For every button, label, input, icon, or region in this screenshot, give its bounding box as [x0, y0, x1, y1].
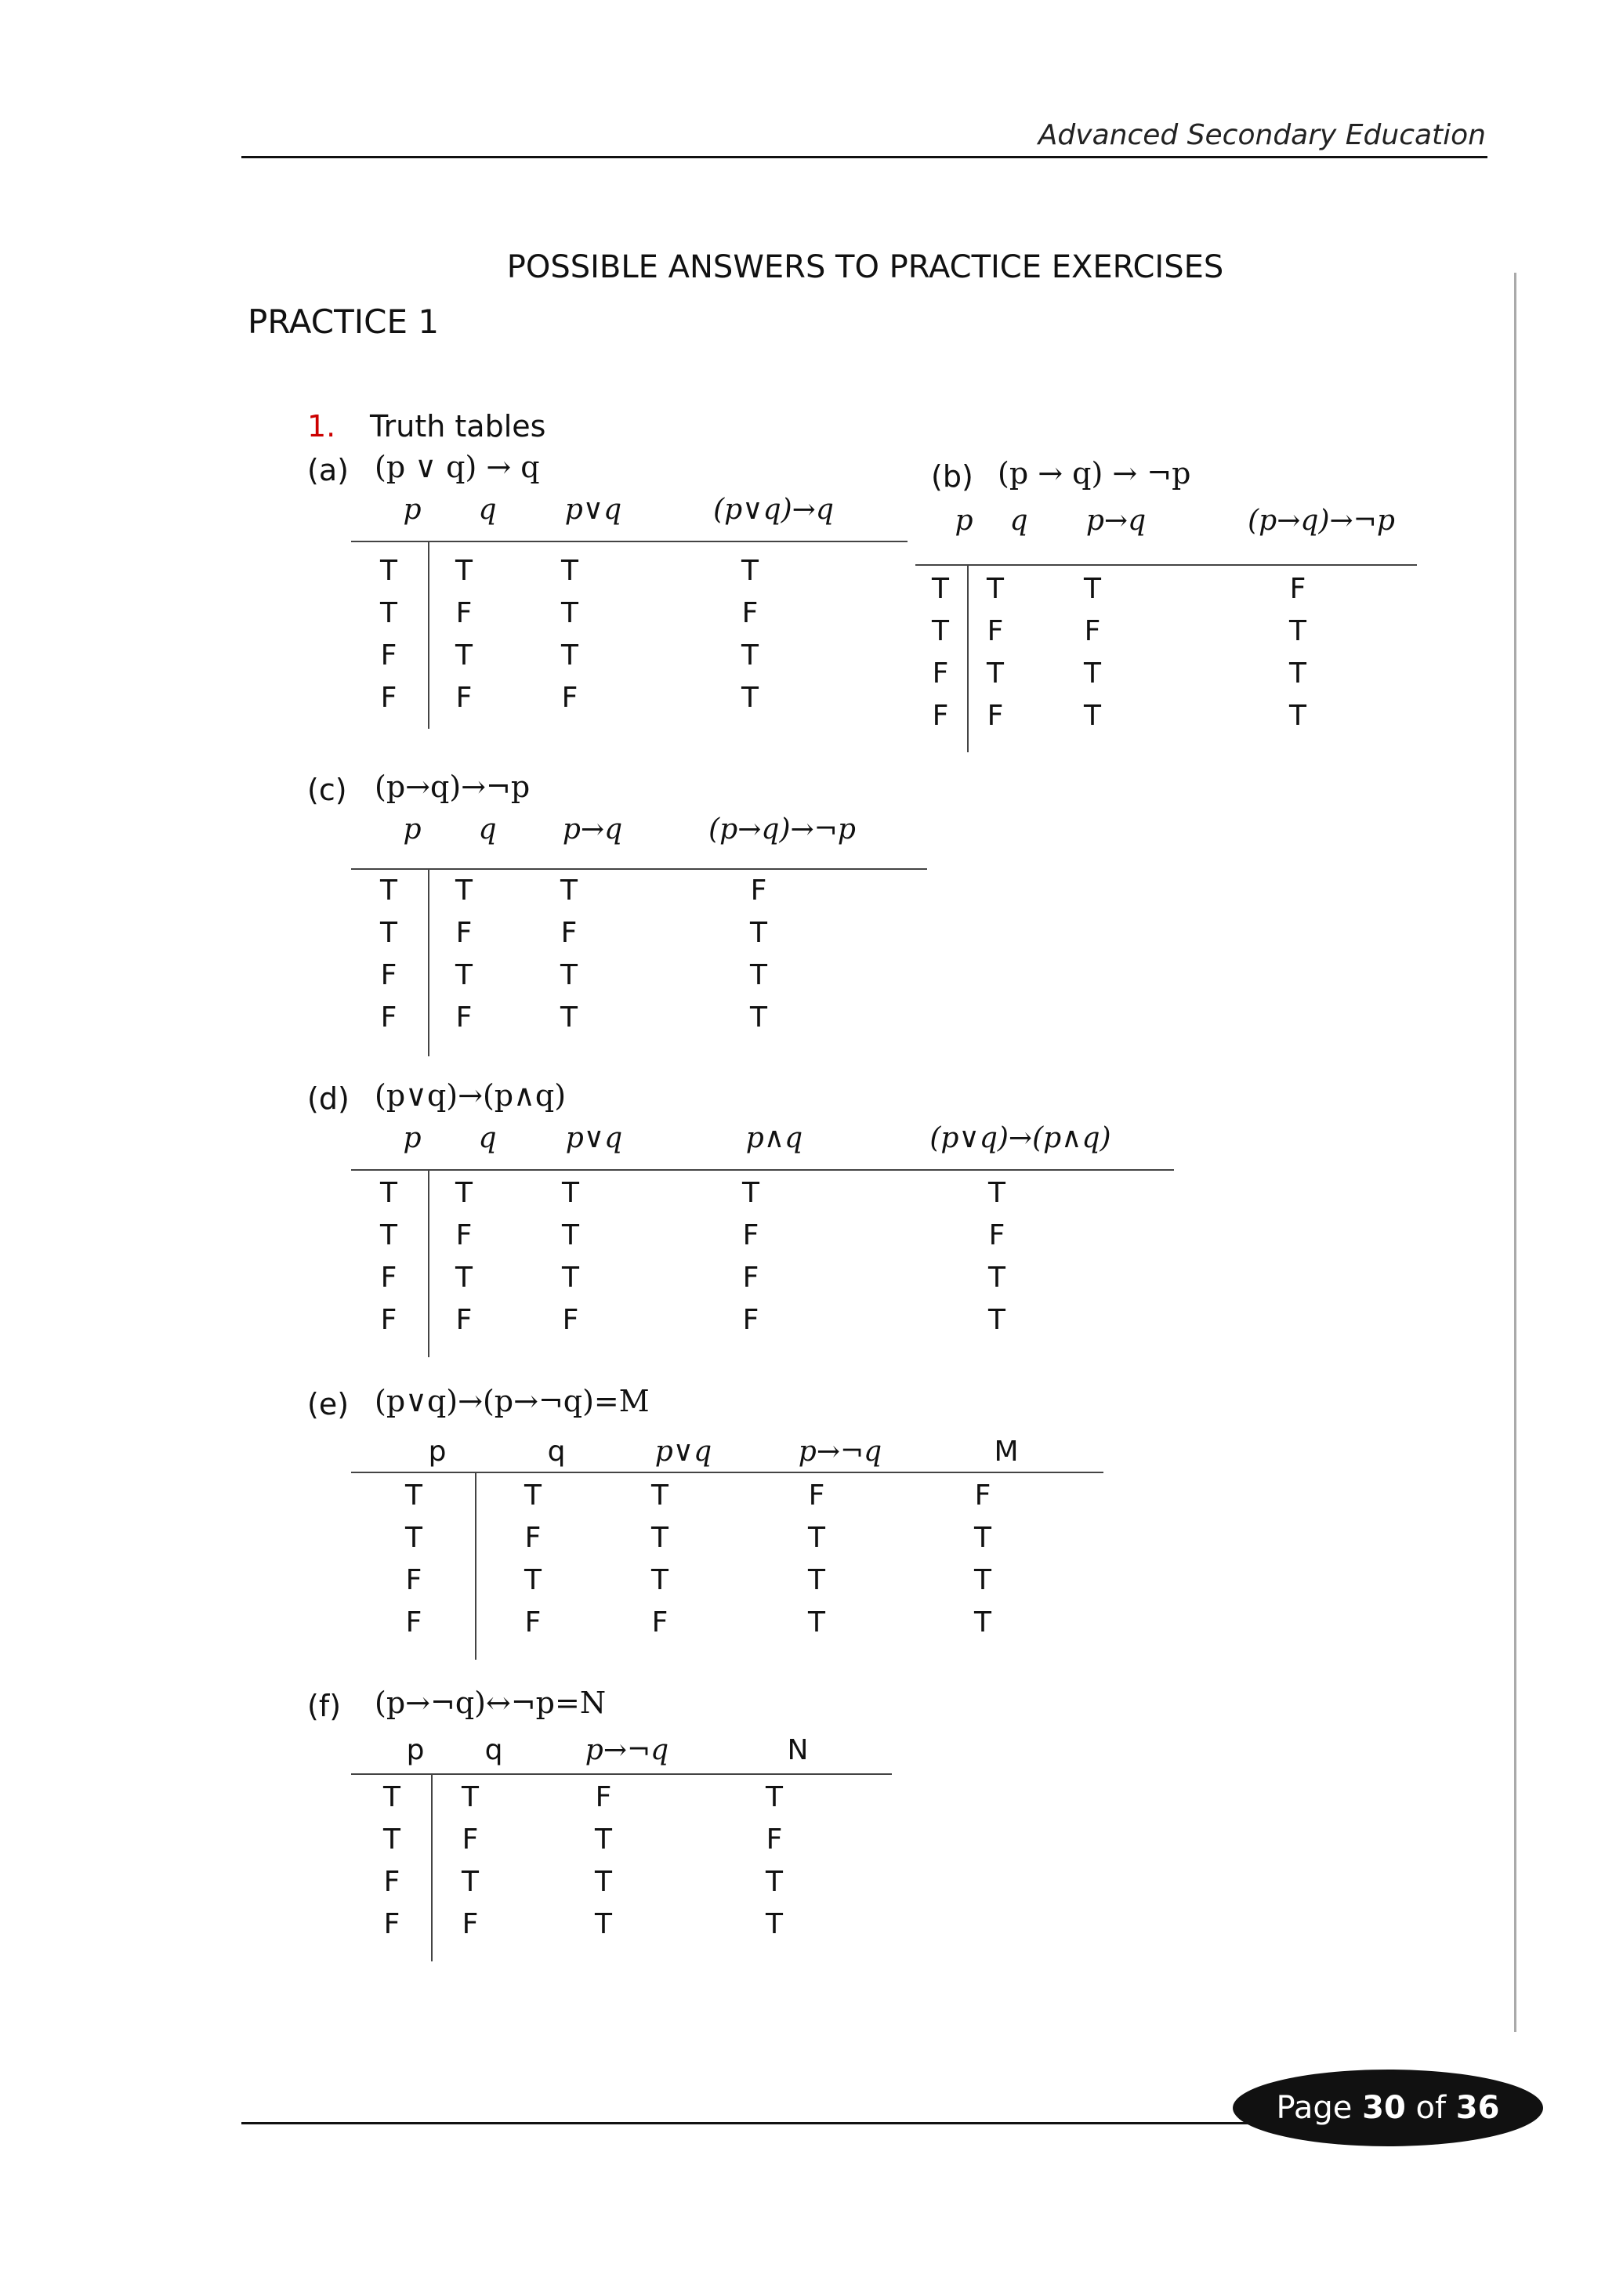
table-cell: T	[1084, 573, 1101, 605]
table-cell: T	[974, 1522, 991, 1554]
table-expression: (p → q) → ¬p	[998, 456, 1191, 491]
table-cell: F	[405, 1606, 422, 1639]
table-cell: T	[595, 1823, 612, 1856]
table-cell: F	[455, 1304, 473, 1336]
truth-table-e	[307, 1384, 1075, 1669]
table-cell: F	[455, 1219, 473, 1251]
table-cell: F	[595, 1781, 612, 1813]
column-header: p∨q	[565, 1122, 623, 1154]
column-header: p∧q	[745, 1122, 803, 1154]
column-header: p	[403, 813, 422, 846]
practice-heading: PRACTICE 1	[248, 302, 440, 341]
table-label: (e)	[307, 1387, 350, 1421]
table-cell: T	[742, 1177, 759, 1209]
table-cell: T	[524, 1564, 542, 1596]
footer-rule	[241, 2122, 1260, 2124]
column-header: p	[428, 1436, 447, 1468]
table-cell: T	[651, 1564, 668, 1596]
table-cell: T	[988, 1304, 1005, 1336]
question-number: 1.	[307, 409, 336, 444]
table-label: (d)	[307, 1081, 350, 1116]
column-header: p	[403, 494, 422, 526]
column-header: p	[406, 1734, 425, 1766]
column-header: p∨q	[654, 1436, 712, 1468]
table-cell: T	[808, 1564, 825, 1596]
table-cell: F	[455, 1001, 473, 1034]
column-header: p→q	[562, 813, 623, 846]
column-header: p→¬q	[798, 1436, 882, 1468]
page-number-badge: Page 30 of 36	[1233, 2070, 1543, 2146]
table-cell: T	[455, 1177, 473, 1209]
table-cell: T	[741, 682, 759, 714]
table-cell: T	[380, 597, 397, 629]
table-expression: (p ∨ q) → q	[375, 450, 540, 484]
table-cell: T	[380, 1177, 397, 1209]
table-cell: T	[808, 1522, 825, 1554]
table-cell: F	[380, 1001, 397, 1034]
table-cell: T	[988, 1262, 1005, 1294]
column-header: q	[1009, 505, 1028, 537]
table-cell: T	[1289, 615, 1306, 647]
table-cell: F	[750, 875, 767, 907]
table-cell: T	[561, 555, 578, 587]
table-cell: F	[988, 1219, 1005, 1251]
table-cell: T	[750, 917, 767, 949]
table-cell: T	[932, 615, 949, 647]
column-header: q	[484, 1734, 503, 1766]
table-cell: F	[562, 1304, 579, 1336]
table-cell: T	[595, 1866, 612, 1898]
table-cell: F	[405, 1564, 422, 1596]
table-cell: F	[462, 1823, 479, 1856]
table-cell: F	[1289, 573, 1306, 605]
table-cell: T	[750, 1001, 767, 1034]
table-cell: F	[524, 1522, 542, 1554]
table-cell: F	[974, 1479, 991, 1512]
table-expression: (p∨q)→(p→¬q)=M	[375, 1384, 650, 1418]
column-header: (p→q)→¬p	[1248, 505, 1395, 537]
table-cell: F	[561, 682, 578, 714]
column-divider	[428, 868, 429, 1056]
table-cell: F	[1084, 615, 1101, 647]
table-cell: T	[455, 639, 473, 672]
table-cell: F	[560, 917, 578, 949]
table-label: (f)	[307, 1689, 342, 1723]
table-cell: F	[455, 682, 473, 714]
table-cell: T	[974, 1564, 991, 1596]
table-cell: T	[562, 1219, 579, 1251]
table-cell: T	[987, 573, 1004, 605]
column-header: p	[403, 1122, 422, 1154]
column-header: (p→q)→¬p	[708, 813, 856, 846]
table-cell: F	[766, 1823, 783, 1856]
table-cell: T	[455, 959, 473, 991]
column-header: p∨q	[564, 494, 622, 526]
table-expression: (p→¬q)↔¬p=N	[375, 1686, 607, 1720]
column-header: p→¬q	[585, 1734, 669, 1766]
column-divider	[428, 541, 429, 729]
table-expression: (p∨q)→(p∧q)	[375, 1078, 567, 1113]
table-cell: T	[380, 1219, 397, 1251]
table-cell: T	[932, 573, 949, 605]
column-header: q	[478, 813, 497, 846]
table-cell: F	[808, 1479, 825, 1512]
header-rule	[351, 1472, 1103, 1473]
table-cell: F	[383, 1866, 400, 1898]
margin-rule	[1514, 273, 1516, 2032]
table-cell: T	[560, 875, 578, 907]
column-header: (p∨q)→(p∧q)	[929, 1122, 1111, 1154]
table-cell: T	[455, 555, 473, 587]
table-cell: T	[455, 875, 473, 907]
column-divider	[431, 1773, 433, 1961]
table-cell: F	[932, 700, 949, 732]
table-cell: F	[987, 615, 1004, 647]
table-cell: T	[561, 639, 578, 672]
table-cell: T	[651, 1522, 668, 1554]
table-cell: T	[462, 1866, 479, 1898]
header-rule	[351, 541, 908, 542]
truth-table-b	[931, 456, 1440, 741]
table-cell: T	[560, 959, 578, 991]
table-expression: (p→q)→¬p	[375, 770, 531, 804]
header-rule	[351, 1169, 1174, 1171]
table-cell: T	[808, 1606, 825, 1639]
table-cell: F	[380, 1304, 397, 1336]
table-cell: T	[383, 1781, 400, 1813]
table-cell: F	[380, 639, 397, 672]
table-cell: T	[560, 1001, 578, 1034]
column-divider	[428, 1169, 429, 1357]
column-header: q	[478, 1122, 497, 1154]
table-cell: T	[561, 597, 578, 629]
column-header: q	[547, 1436, 566, 1468]
column-divider	[475, 1472, 476, 1660]
table-cell: T	[1289, 700, 1306, 732]
table-cell: T	[741, 555, 759, 587]
document-title: POSSIBLE ANSWERS TO PRACTICE EXERCISES	[506, 249, 1224, 285]
column-header: p→q	[1085, 505, 1147, 537]
table-cell: T	[380, 917, 397, 949]
table-cell: T	[383, 1823, 400, 1856]
table-cell: F	[383, 1908, 400, 1940]
table-cell: F	[742, 1262, 759, 1294]
table-cell: T	[562, 1262, 579, 1294]
header-rule	[241, 156, 1487, 158]
table-cell: T	[1289, 657, 1306, 690]
table-cell: T	[562, 1177, 579, 1209]
table-cell: F	[741, 597, 759, 629]
truth-table-f	[307, 1686, 871, 1971]
column-header: p	[955, 505, 973, 537]
column-header: (p∨q)→q	[713, 494, 834, 526]
column-divider	[967, 564, 969, 752]
table-cell: T	[405, 1522, 422, 1554]
truth-table-a	[307, 450, 871, 735]
header-rule	[915, 564, 1417, 566]
table-cell: T	[1084, 700, 1101, 732]
header-rule	[351, 868, 927, 870]
table-cell: T	[462, 1781, 479, 1813]
table-cell: T	[380, 875, 397, 907]
table-cell: T	[987, 657, 1004, 690]
column-header: q	[478, 494, 497, 526]
table-cell: F	[742, 1304, 759, 1336]
table-cell: F	[455, 597, 473, 629]
table-cell: F	[987, 700, 1004, 732]
table-cell: F	[742, 1219, 759, 1251]
table-cell: T	[524, 1479, 542, 1512]
table-cell: T	[455, 1262, 473, 1294]
table-cell: F	[524, 1606, 542, 1639]
running-header: Advanced Secondary Education	[1038, 119, 1486, 151]
table-cell: T	[750, 959, 767, 991]
truth-table-d	[307, 1078, 1138, 1363]
truth-table-c	[307, 770, 895, 1055]
table-cell: F	[380, 959, 397, 991]
table-cell: T	[766, 1866, 783, 1898]
table-cell: T	[380, 555, 397, 587]
table-cell: F	[932, 657, 949, 690]
table-label: (b)	[931, 459, 973, 494]
table-cell: F	[455, 917, 473, 949]
table-cell: T	[766, 1781, 783, 1813]
table-cell: T	[595, 1908, 612, 1940]
table-cell: F	[380, 682, 397, 714]
table-cell: T	[1084, 657, 1101, 690]
table-label: (c)	[307, 773, 347, 807]
table-cell: T	[766, 1908, 783, 1940]
table-cell: T	[405, 1479, 422, 1512]
table-label: (a)	[307, 453, 349, 487]
table-cell: F	[380, 1262, 397, 1294]
table-cell: T	[988, 1177, 1005, 1209]
table-cell: F	[462, 1908, 479, 1940]
column-header: N	[787, 1734, 809, 1766]
table-cell: F	[651, 1606, 668, 1639]
table-cell: T	[741, 639, 759, 672]
question-text: Truth tables	[370, 409, 546, 444]
table-cell: T	[651, 1479, 668, 1512]
column-header: M	[994, 1436, 1019, 1468]
table-cell: T	[974, 1606, 991, 1639]
